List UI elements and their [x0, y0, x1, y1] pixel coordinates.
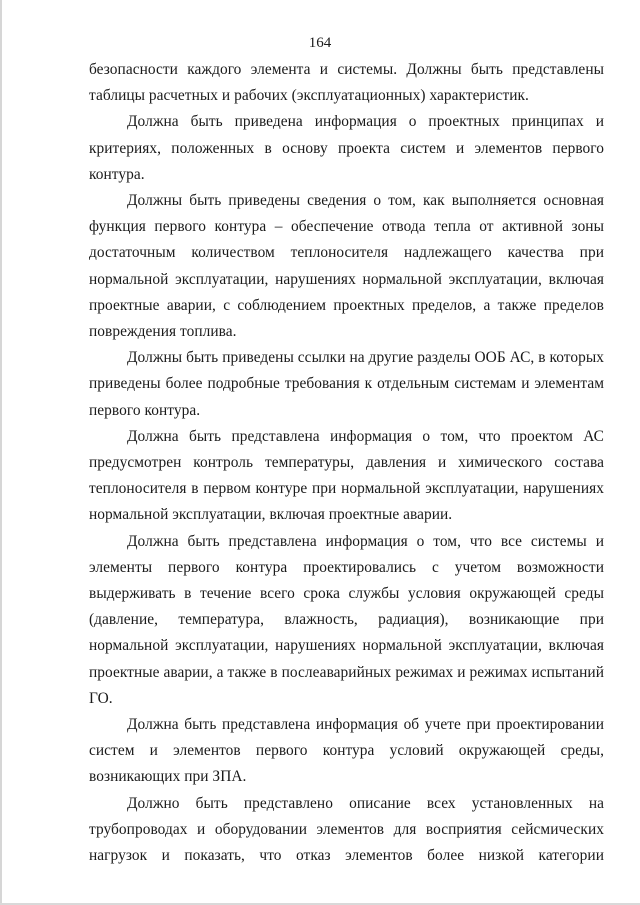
paragraph-4: Должны быть приведены ссылки на другие разделы ООБ АС, в которых приведены более подробные требования к отдельным системам и элементам первого контура. [89, 349, 604, 419]
paragraph-1: безопасности каждого элемента и системы. Должны быть представлены таблицы расчетных и рабочих (эксплуатационных) характеристик. [89, 61, 604, 105]
paragraph-2: Должна быть приведена информация о проектных принципах и критериях, положенных в основу проекта систем и элементов первого контура. [89, 113, 604, 183]
scan-left-edge [0, 0, 2, 905]
paragraph-5: Должна быть представлена информация о том, что проектом АС предусмотрен контроль температуры, давления и химического состава теплоносителя в первом контуре при нормальной эксплуатации, нарушениях нормальной эксплуатации, включая проектные аварии. [89, 427, 604, 524]
paragraph-7: Должна быть представлена информация об учете при проектировании систем и элементов первого контура условий окружающей среды, возникающих при ЗПА. [89, 716, 604, 786]
page-number: 164 [308, 35, 332, 51]
paragraph-6: Должна быть представлена информация о том, что все системы и элементы первого контура проектировались с учетом возможности выдерживать в течение всего срока службы условия окружающей среды (давление, температура, влажность, радиация), возникающие при нормальной эксплуатации, нарушениях нормальной эксплуатации, включая проектные аварии, а также в послеаварийных режимах и режимах испытаний ГО. [89, 532, 604, 707]
paragraph-8: Должно быть представлено описание всех установленных на трубопроводах и оборудовании элементов для восприятия сейсмических нагрузок и показать, что отказ элементов более низкой категории [89, 794, 604, 865]
paragraph-3: Должны быть приведены сведения о том, как выполняется основная функция первого контура – обеспечение отвода тепла от активной зоны достаточным количеством теплоносителя надлежащего качества при нормальной эксплуатации, нарушениях нормальной эксплуатации, включая проектные аварии, с соблюдением проектных пределов, а также пределов повреждения топлива. [89, 192, 604, 341]
document-body [89, 57, 604, 869]
